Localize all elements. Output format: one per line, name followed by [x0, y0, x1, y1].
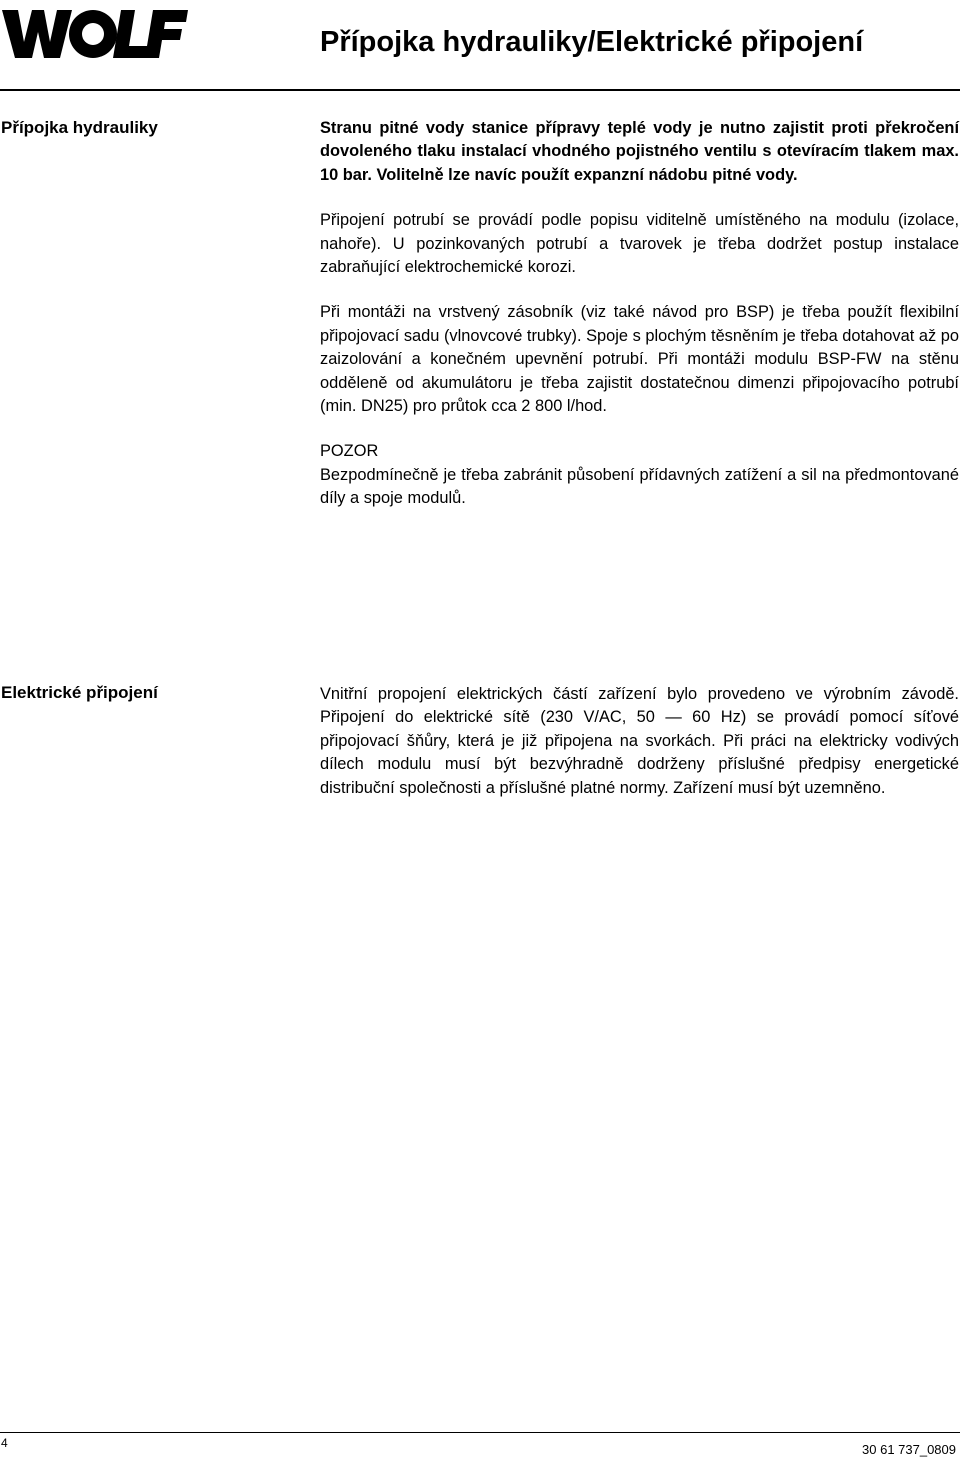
paragraph: Při montáži na vrstvený zásobník (viz také návod pro BSP) je třeba použít flexibilní připojovací sadu (vlnovcové trubky). Spoje s plochým těsněním je třeba dotahovat až po zaizolování a konečném upevnění potrubí. Při montáži modulu BSP-FW na stěnu odděleně od akumulátoru je třeba zajistit dostatečnou dimenzi připojovacího potrubí (min. DN25) pro průtok cca 2 800 l/hod. [320, 303, 959, 416]
section-body-hydraulics [320, 117, 959, 533]
footer-divider [0, 1432, 960, 1433]
paragraph: Stranu pitné vody stanice přípravy teplé vody je nutno zajistit proti překročení dovoleného tlaku instalací vhodného pojistného ventilu s otevíracím tlakem max. 10 bar. Volitelně lze navíc použít expanzní nádobu pitné vody. [320, 119, 959, 184]
paragraph: Připojení potrubí se provádí podle popisu viditelně umístěného na modulu (izolace, nahoře). U pozinkovaných potrubí a tvarovek je třeba dodržet postup instalace zabraňující elektrochemické korozi. [320, 211, 959, 277]
document-number: 30 61 737_0809 [862, 1442, 956, 1457]
header-divider [0, 89, 960, 91]
page-number: 4 [1, 1436, 8, 1450]
paragraph: Vnitřní propojení elektrických částí zařízení bylo provedeno ve výrobním závodě. Připojení do elektrické sítě (230 V/AC, 50 — 60 Hz) se provádí pomocí síťové připojovací šňůry, která je již připojena na svorkách. Při práci na elektricky vodivých dílech modulu musí být bezvýhradně dodrženy příslušné předpisy energetické distribuční společnosti a příslušné platné normy. Zařízení musí být uzemněno. [320, 685, 959, 797]
page-title: Přípojka hydrauliky/Elektrické připojení [320, 26, 864, 58]
caution-heading: POZOR [320, 442, 379, 461]
section-label-hydraulics: Přípojka hydrauliky [1, 118, 158, 137]
caution-text: Bezpodmínečně je třeba zabránit působení přídavných zatížení a sil na předmontované díly a spoje modulů. [320, 465, 959, 508]
wolf-logo [2, 4, 188, 62]
section-label-electrical: Elektrické připojení [1, 683, 158, 702]
wolf-logo-graphic [2, 4, 188, 62]
section-body-electrical [320, 683, 959, 822]
